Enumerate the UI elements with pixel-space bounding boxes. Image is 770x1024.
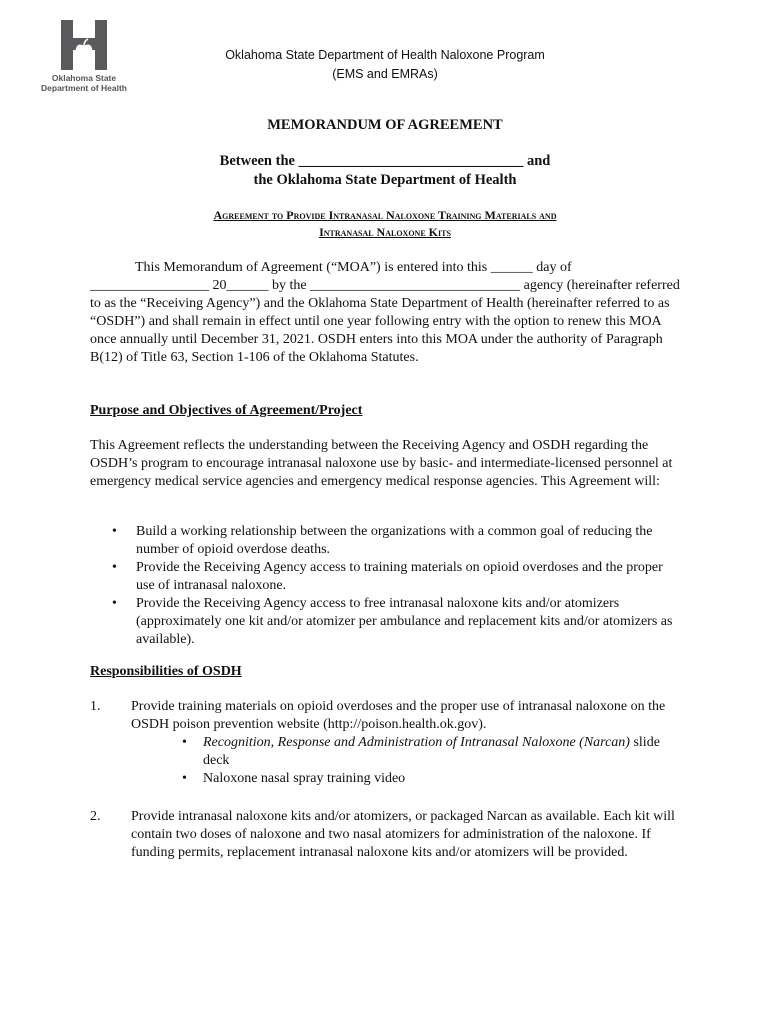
logo-line-2: Department of Health [41, 83, 127, 93]
purpose-paragraph: This Agreement reflects the understanding between the Receiving Agency and OSDH regarding the OSDH’s program to encourage intranasal naloxone use by basic- and intermediate-licensed personnel at emergency medical service agencies and emergency medical response agencies. This Agreement will: [90, 438, 673, 489]
item-text: Provide intranasal naloxone kits and/or atomizers, or packaged Narcan as available. Each kit will contain two doses of naloxone and two nasal atomizers for administration of the naloxone. If funding permits, replacement intranasal naloxone kits and/or atomizers will be provided. [131, 809, 675, 860]
intro-paragraph-text: This Memorandum of Agreement (“MOA”) is entered into this ______ day of _________________ 20______ by the ______________________________ agency (hereinafter referred to as the “Receiving Agency”) and the Oklahoma State Department of Health (hereinafter referred to as “OSDH”) and shall remain in effect until one year following entry with the option to renew this MOA once annually until December 31, 2021. OSDH enters into this MOA under the authority of Paragraph B(12) of Title 63, Section 1-106 of the Oklahoma Statutes. [90, 260, 680, 365]
sub-bullet-text: slide deck [203, 735, 660, 768]
osdh-logo [34, 20, 134, 98]
slide-deck-title: Recognition, Response and Administration of Intranasal Naloxone (Narcan) [203, 735, 630, 750]
responsibilities-heading: Responsibilities of OSDH [90, 664, 242, 679]
between-line-2: the Oklahoma State Department of Health [253, 172, 517, 188]
list-item [182, 734, 680, 770]
bullet-icon: • [112, 596, 117, 611]
list-item [90, 559, 680, 595]
bullet-icon: • [182, 771, 187, 786]
bullet-icon: • [112, 524, 117, 539]
agreement-heading-line-1: Agreement to Provide Intranasal Naloxone Training Materials and [213, 208, 557, 222]
program-header [200, 46, 570, 84]
item-number: 1. [90, 699, 101, 714]
bullet-icon: • [182, 735, 187, 750]
item-number: 2. [90, 809, 101, 824]
bullet-text: Provide the Receiving Agency access to training materials on opioid overdoses and the proper use of intranasal naloxone. [136, 560, 663, 593]
purpose-heading: Purpose and Objectives of Agreement/Project [90, 403, 363, 418]
between-line-1: Between the _______________________________ and [219, 153, 551, 169]
between-parties [0, 152, 770, 190]
sub-bullet-text: Naloxone nasal spray training video [203, 771, 406, 786]
agreement-heading-line-2: Intranasal Naloxone Kits [319, 225, 451, 239]
bullet-text: Provide the Receiving Agency access to free intranasal naloxone kits and/or atomizers (approximately one kit and/or atomizer per ambulance and replacement kits and/or atomizers as available). [136, 596, 673, 647]
list-item [182, 770, 680, 788]
program-header-line-1: Oklahoma State Department of Health Naloxone Program [225, 48, 545, 62]
program-header-line-2: (EMS and EMRAs) [332, 67, 438, 81]
list-item [90, 523, 680, 559]
agreement-heading [120, 207, 650, 241]
item-text: Provide training materials on opioid overdoses and the proper use of intranasal naloxone on the OSDH poison prevention website (http://poison.health.ok.gov). [131, 699, 666, 732]
sub-bullet-list [182, 734, 680, 788]
osdh-h-apple-icon [61, 20, 107, 70]
document-title: MEMORANDUM OF AGREEMENT [267, 117, 503, 133]
bullet-text: Build a working relationship between the organizations with a common goal of reducing the number of opioid overdose deaths. [136, 524, 653, 557]
list-item [90, 595, 680, 649]
logo-line-1: Oklahoma State [51, 73, 117, 83]
purpose-bullet-list [90, 523, 680, 649]
responsibility-item-1 [90, 698, 680, 788]
intro-paragraph [90, 259, 680, 367]
responsibility-item-2 [90, 808, 680, 862]
bullet-icon: • [112, 560, 117, 575]
